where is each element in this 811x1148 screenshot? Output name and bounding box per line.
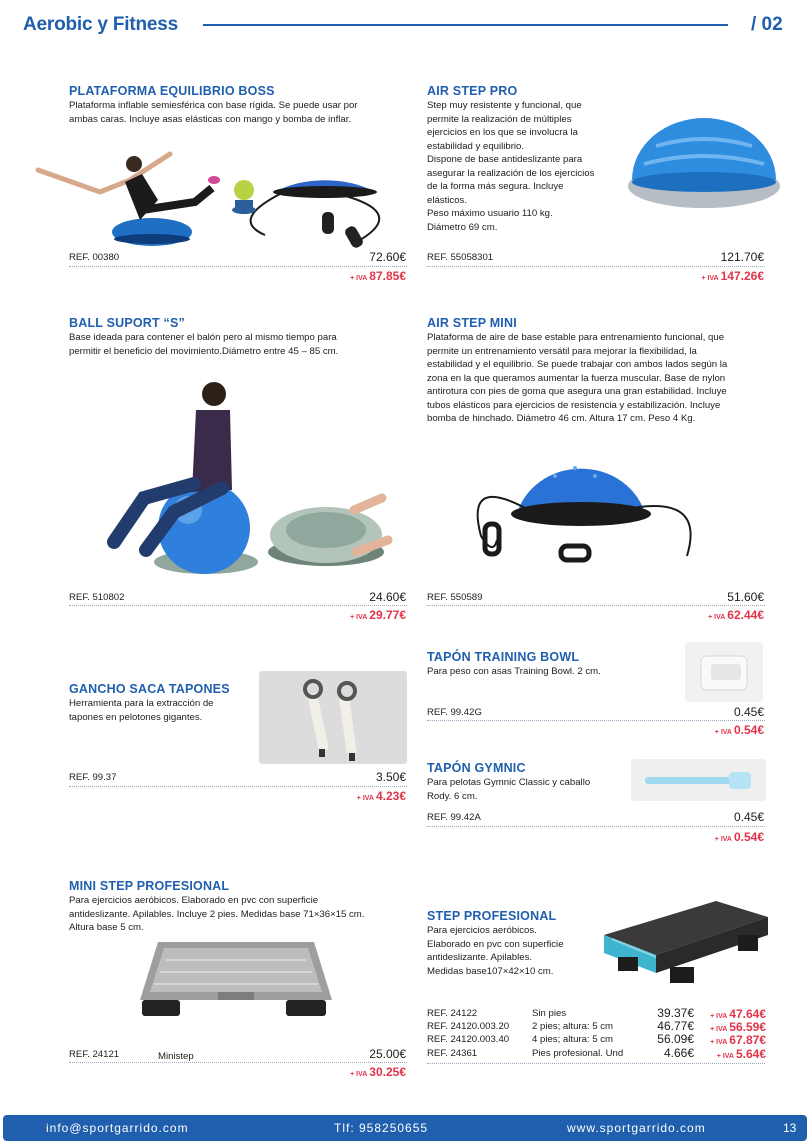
dotted-divider	[69, 786, 407, 787]
product-title: AIR STEP MINI	[427, 316, 517, 330]
product-price: 51.60€	[727, 590, 764, 604]
desc-line: Altura base 5 cm.	[69, 922, 144, 933]
iva-price: 0.54€	[733, 723, 764, 737]
desc-line: Step muy resistente y funcional, que	[427, 100, 582, 111]
dotted-divider	[427, 605, 765, 606]
hook-tool-image	[259, 671, 407, 764]
mini-step-image	[136, 938, 336, 1020]
product-ref: REF. 00380	[69, 252, 120, 263]
desc-line: estabilidad y equilibrio.	[427, 140, 525, 152]
product-description	[69, 331, 409, 358]
desc-line: Dispone de base antideslizante para	[427, 154, 583, 165]
iva-label: + IVA	[714, 836, 732, 843]
footer-website-link[interactable]: www.sportgarrido.com	[567, 1121, 706, 1135]
desc-line: asegurar la realización de los ejercicios	[427, 167, 595, 179]
air-step-pro-image	[624, 108, 784, 214]
product-description	[69, 894, 414, 935]
desc-line: zona en la que queramos aumentar la fuerza muscular. Base de nylon	[427, 372, 726, 384]
iva-price: 147.26€	[720, 269, 764, 283]
product-ref: REF. 99.42G	[427, 707, 482, 718]
desc-line: Base ideada para contener el balón pero al mismo tiempo para	[69, 332, 337, 343]
row-price-with-iva	[698, 1007, 766, 1021]
product-title: TAPÓN GYMNIC	[427, 761, 526, 775]
desc-line: permitir el beneficio del movimiento.Diámetro entre 45 – 85 cm.	[69, 345, 339, 357]
price-with-iva	[300, 1065, 406, 1079]
dotted-divider	[427, 1063, 765, 1064]
desc-line: antideslizante. Apilables. Incluye 2 pies. Medidas base 71×36×15 cm.	[69, 908, 365, 920]
product-ref: REF. 510802	[69, 592, 125, 603]
product-description	[69, 697, 254, 724]
footer-email-link[interactable]: info@sportgarrido.com	[46, 1121, 189, 1135]
iva-label: + IVA	[710, 1039, 728, 1046]
iva-price: 87.85€	[369, 269, 406, 283]
desc-line: ejercicios en los que se involucra la	[427, 127, 578, 138]
dotted-divider	[69, 266, 407, 267]
desc-line: Plataforma de aire de base estable para entrenamiento funcional, que	[427, 332, 725, 343]
iva-label: + IVA	[716, 1053, 734, 1060]
dotted-divider	[427, 826, 765, 827]
product-price: 24.60€	[369, 590, 406, 604]
section-title: Aerobic y Fitness	[23, 14, 178, 35]
desc-line: Peso máximo usuario 110 kg.	[427, 208, 553, 219]
product-title: PLATAFORMA EQUILIBRIO BOSS	[69, 84, 275, 98]
product-variant: Ministep	[158, 1051, 194, 1062]
iva-price: 29.77€	[369, 608, 406, 622]
desc-line: estabilidad y el equilibrio. Se puede trabajar con ambos lados según la	[427, 359, 728, 370]
product-title: BALL SUPORT “S”	[69, 316, 185, 330]
footer-phone: Tlf: 958250655	[334, 1121, 429, 1135]
product-ref: REF. 550589	[427, 592, 483, 603]
product-price: 0.45€	[733, 705, 764, 719]
desc-line: de la forma más segura. Incluye	[427, 181, 564, 192]
iva-price: 56.59€	[729, 1020, 766, 1034]
desc-line: Para ejercicios aeróbicos. Elaborado en pvc con superficie	[69, 895, 319, 906]
dotted-divider	[427, 266, 765, 267]
product-ref: REF. 99.37	[69, 772, 117, 783]
product-description	[427, 776, 627, 803]
product-description	[427, 924, 602, 978]
desc-line: Rody. 6 cm.	[427, 790, 478, 802]
row-price-with-iva	[698, 1047, 766, 1061]
row-ref: REF. 24361	[427, 1048, 478, 1059]
row-price: 46.77€	[657, 1019, 694, 1033]
row-variant: 2 pies; altura: 5 cm	[532, 1021, 614, 1032]
iva-price: 30.25€	[369, 1065, 406, 1079]
dotted-divider	[427, 720, 765, 721]
row-price-with-iva	[698, 1033, 766, 1047]
desc-line: permite un entrenamiento versátil para mejorar la flexibilidad, la	[427, 345, 697, 357]
desc-line: Elaborado en pvc con superficie	[427, 938, 564, 950]
iva-price: 0.54€	[733, 830, 764, 844]
product-ref: REF. 24121	[69, 1049, 120, 1060]
iva-label: + IVA	[710, 1013, 728, 1020]
product-title: TAPÓN TRAINING BOWL	[427, 650, 580, 664]
header-divider	[203, 24, 728, 26]
row-variant: Pies profesional. Und	[532, 1048, 624, 1059]
row-price: 56.09€	[657, 1032, 694, 1046]
row-variant: Sin pies	[532, 1008, 567, 1019]
desc-line: Para peso con asas Training Bowl. 2 cm.	[427, 666, 601, 677]
product-title: MINI STEP PROFESIONAL	[69, 879, 230, 893]
price-with-iva	[658, 830, 764, 844]
desc-line: elásticos.	[427, 194, 467, 206]
product-description	[427, 665, 677, 679]
row-price: 4.66€	[663, 1046, 694, 1060]
price-with-iva	[658, 723, 764, 737]
row-price: 39.37€	[657, 1006, 694, 1020]
iva-label: + IVA	[701, 275, 719, 282]
desc-line: antirotura con pies de goma que asegura una gran estabilidad. Incluye	[427, 386, 727, 397]
product-title: AIR STEP PRO	[427, 84, 518, 98]
balance-platform-image	[30, 140, 410, 248]
product-title: STEP PROFESIONAL	[427, 909, 557, 923]
desc-line: Plataforma inflable semiesférica con base rígida. Se puede usar por	[69, 100, 358, 111]
dotted-divider	[69, 605, 407, 606]
air-step-mini-image	[465, 436, 695, 584]
iva-label: + IVA	[356, 795, 374, 802]
desc-line: tapones en pelotones gigantes.	[69, 711, 203, 723]
desc-line: ambas caras. Incluye asas elásticas con mango y bomba de inflar.	[69, 113, 352, 125]
row-ref: REF. 24122	[427, 1008, 478, 1019]
gymnic-plug-image	[631, 759, 766, 801]
row-variant: 4 pies; altura: 5 cm	[532, 1034, 614, 1045]
product-price: 25.00€	[369, 1047, 406, 1061]
iva-label: + IVA	[350, 275, 368, 282]
price-with-iva	[640, 269, 764, 283]
iva-label: + IVA	[710, 1026, 728, 1033]
product-description	[427, 99, 627, 234]
desc-line: Para pelotas Gymnic Classic y caballo	[427, 777, 591, 788]
page-number: 13	[783, 1121, 797, 1135]
iva-price: 4.23€	[375, 789, 406, 803]
product-description	[427, 331, 787, 426]
product-ref: REF. 55058301	[427, 252, 494, 263]
price-with-iva	[300, 608, 406, 622]
product-price: 72.60€	[369, 250, 406, 264]
price-with-iva	[300, 269, 406, 283]
row-ref: REF. 24120.003.20	[427, 1021, 510, 1032]
price-with-iva	[640, 608, 764, 622]
desc-line: permite la realización de múltiples	[427, 113, 572, 125]
step-profesional-image	[598, 895, 773, 989]
ball-support-image	[104, 380, 394, 585]
desc-line: Diámetro 69 cm.	[427, 221, 498, 233]
row-price-with-iva	[698, 1020, 766, 1034]
iva-label: + IVA	[350, 614, 368, 621]
product-price: 3.50€	[375, 770, 406, 784]
price-with-iva	[300, 789, 406, 803]
product-price: 121.70€	[720, 250, 764, 264]
section-number: / 02	[751, 14, 783, 35]
product-price: 0.45€	[733, 810, 764, 824]
dotted-divider	[69, 1062, 407, 1063]
iva-price: 67.87€	[729, 1033, 766, 1047]
desc-line: antideslizante. Apilables.	[427, 952, 533, 963]
product-description	[69, 99, 409, 126]
desc-line: tubos elásticos para ejercicios de resistencia y estabilización. Incluye	[427, 399, 721, 411]
desc-line: bomba de hinchado. Diámetro 46 cm. Altura 17 cm. Peso 4 Kg.	[427, 413, 696, 424]
row-ref: REF. 24120.003.40	[427, 1034, 510, 1045]
iva-price: 62.44€	[727, 608, 764, 622]
iva-price: 5.64€	[735, 1047, 766, 1061]
desc-line: Herramienta para la extracción de	[69, 698, 214, 709]
iva-price: 47.64€	[729, 1007, 766, 1021]
product-ref: REF. 99.42A	[427, 812, 481, 823]
desc-line: Para ejercicios aeróbicos.	[427, 925, 537, 936]
training-bowl-plug-image	[685, 642, 763, 702]
iva-label: + IVA	[708, 614, 726, 621]
product-title: GANCHO SACA TAPONES	[69, 682, 230, 696]
desc-line: Medidas base107×42×10 cm.	[427, 965, 554, 977]
iva-label: + IVA	[714, 729, 732, 736]
iva-label: + IVA	[350, 1071, 368, 1078]
